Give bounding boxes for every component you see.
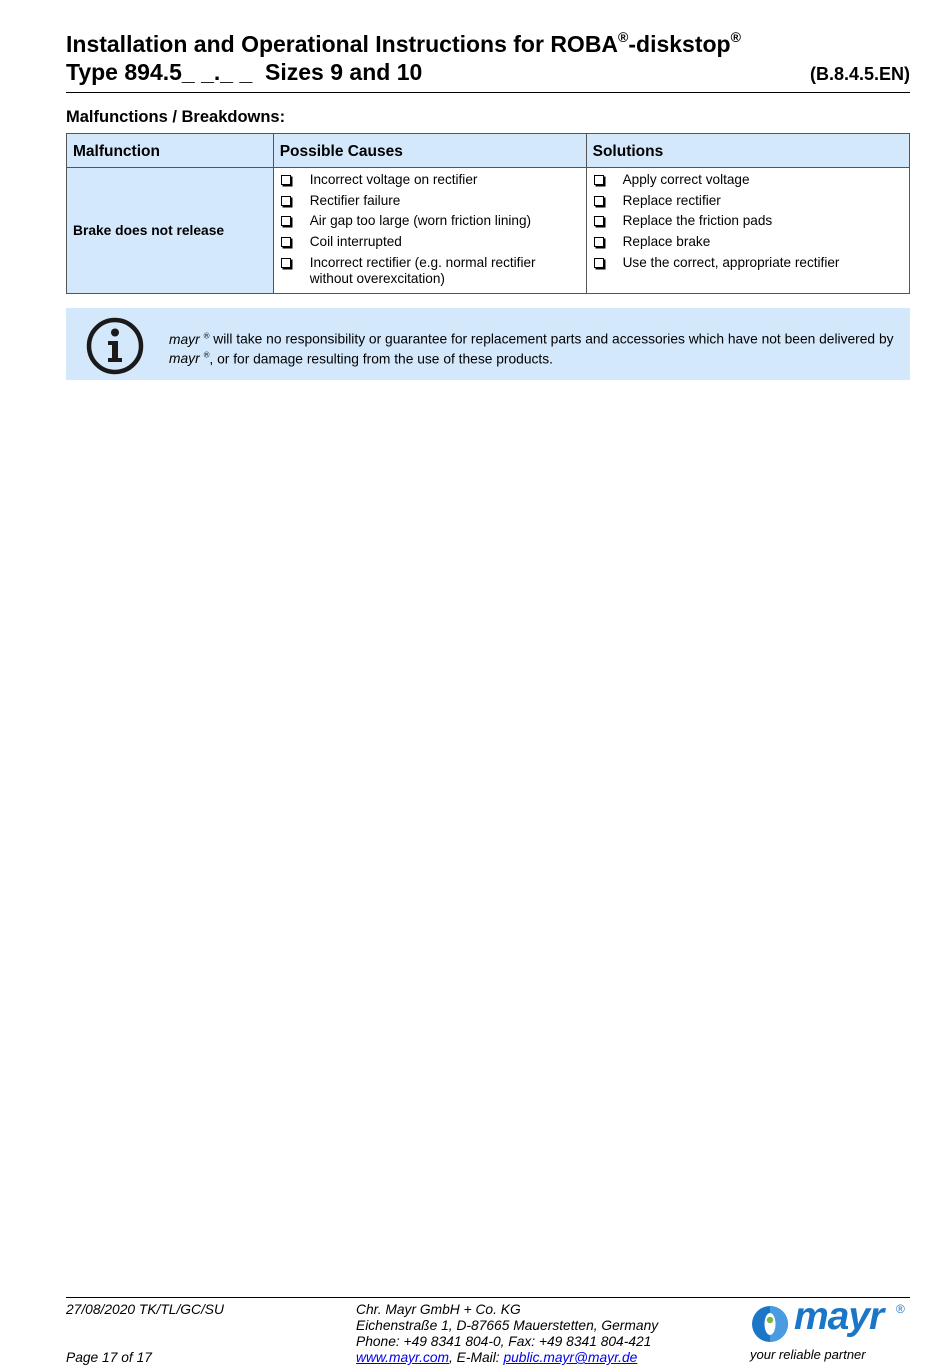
footer-date: 27/08/2020 TK/TL/GC/SU [66,1302,224,1317]
table-row [67,168,910,294]
info-icon [84,315,146,377]
email-link[interactable]: public.mayr@mayr.de [503,1350,638,1365]
list-item: Apply correct voltage [593,172,903,188]
list-item: Incorrect voltage on rectifier [280,172,580,188]
checkbox-bullet-icon [281,175,291,185]
list-item: Use the correct, appropriate rectifier [593,255,903,271]
info-notice-box [66,308,910,380]
causes-cell [273,168,586,294]
list-item: Replace the friction pads [593,213,903,229]
contact-links: www.mayr.com, E-Mail: public.mayr@mayr.de [356,1350,638,1365]
footer-divider [66,1297,910,1298]
solutions-cell [586,168,909,294]
logo-tagline: your reliable partner [750,1347,866,1362]
company-name: Chr. Mayr GmbH + Co. KG [356,1302,521,1317]
contact-phone: Phone: +49 8341 804-0, Fax: +49 8341 804-421 [356,1334,652,1349]
table-header-row [67,134,910,168]
column-header-solutions: Solutions [586,134,909,168]
malfunction-table [66,133,910,294]
header-divider [66,92,910,93]
logo-registered-mark: ® [896,1302,905,1316]
checkbox-bullet-icon [281,196,291,206]
column-header-malfunction: Malfunction [67,134,274,168]
street-address: Eichenstraße 1, D-87665 Mauerstetten, Germany [356,1318,659,1333]
list-item: Replace rectifier [593,193,903,209]
logo-mark-icon [750,1304,790,1344]
checkbox-bullet-icon [594,216,604,226]
document-header [66,30,910,86]
registered-mark: ® [618,29,629,45]
website-link[interactable]: www.mayr.com [356,1350,450,1365]
checkbox-bullet-icon [281,237,291,247]
list-item: Replace brake [593,234,903,250]
title-line-2: Type 894.5_ _._ _ Sizes 9 and 10 [66,59,423,85]
section-title: Malfunctions / Breakdowns: [66,108,286,126]
checkbox-bullet-icon [594,258,604,268]
list-item: Rectifier failure [280,193,580,209]
list-item: Air gap too large (worn friction lining) [280,213,580,229]
list-item: Coil interrupted [280,234,580,250]
causes-list [280,172,580,287]
malfunction-cell: Brake does not release [67,168,274,294]
logo-wordmark: mayr [794,1295,884,1338]
info-notice-text: mayr ® will take no responsibility or guarantee for replacement parts and accessories which have not been delivered by mayr ®, or for damage resulting from the use of these products. [169,331,894,367]
checkbox-bullet-icon [594,196,604,206]
checkbox-bullet-icon [594,237,604,247]
mayr-logo [748,1295,910,1366]
page-number: Page 17 of 17 [66,1350,152,1365]
solutions-list [593,172,903,271]
document-code: (B.8.4.5.EN) [809,64,910,84]
registered-mark: ® [730,29,741,45]
list-item: Incorrect rectifier (e.g. normal rectifier without overexcitation) [280,255,580,287]
column-header-possible-causes: Possible Causes [273,134,586,168]
footer-address [356,1302,658,1366]
title-line-1: Installation and Operational Instructions for ROBA®-diskstop® [66,29,741,57]
checkbox-bullet-icon [281,258,291,268]
checkbox-bullet-icon [594,175,604,185]
checkbox-bullet-icon [281,216,291,226]
